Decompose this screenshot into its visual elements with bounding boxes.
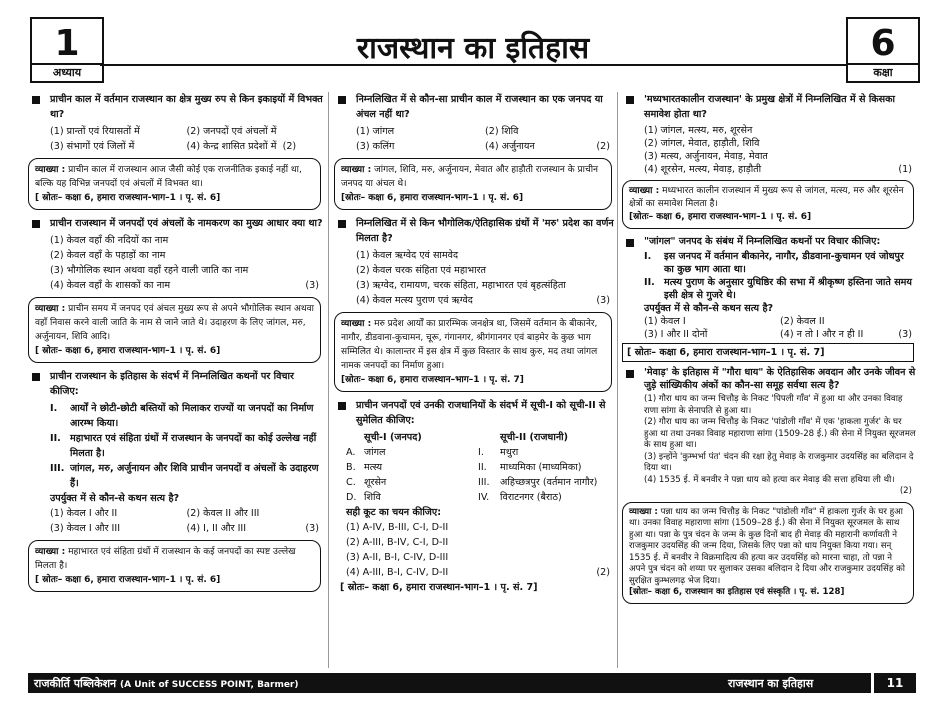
source-ref: [स्रोतः– कक्षा 6, हमारा राजस्थान-भाग–1 । पृ. सं. 6] [341,193,524,203]
column-1 [28,92,323,598]
option: (1) केवल वहाँ की नदियों का नाम [50,235,169,246]
source-ref: [ स्रोतः– कक्षा 6, हमारा राजस्थान-भाग–1 । पृ. सं. 7] [340,582,538,593]
explanation-text: पन्ना धाय का जन्म चित्तौड़ के निकट "पांडोली गाँव" में हाकला गुर्जर के घर हुआ था। उनका विवाह महाराणा सांगा (1509–28 ई.) की सेना में नियुक्त सूरजमल के साथ हुआ था। पन्ना के पुत्र चंदन के जन्म के कुछ दिनों बाद ही मेवाड़ की महारानी कर्णावती ने राजकुमार उदयसिंह की जन्म दिया, जिसके लिए पन्ना को धाय नियुक्त किया गया। सन् 1535 ई. में बनवीर ने विक्रमादित्य की हत्या कर उदयसिंह को मारना चाहा, तो पन्ना ने अपने पुत्र चंदन को शय्या पर सुलाकर उसका बलिदान दे दिया और राजकुमार उदयसिंह को सुरक्षित कुम्भलगढ़ भेज दिया। [629,506,905,586]
option: (4) शूरसेन, मत्स्य, मेवाड़, हाड़ौती [644,164,762,175]
option: (4) 1535 ई. में बनवीर ने पन्ना धाय को हत्या कर मेवाड़ की सत्ता हथिया ली थी। [644,474,895,485]
option: (4) केवल मत्स्य पुराण एवं ऋग्वेद [356,295,473,306]
bullet-icon [626,96,634,104]
explanation-box [28,297,321,363]
statement: II. महाभारत एवं संहिता ग्रंथों में राजस्थान के जनपदों का कोई उल्लेख नहीं मिलता है। [50,433,317,459]
option-row [50,278,323,293]
option: (4) I, II और III [186,523,247,534]
question-7 [622,92,916,122]
option: (2) केवल II [780,316,825,327]
option: (2) केवल चरक संहिता एवं महाभारत [356,265,487,276]
explanation-text: जांगल, शिवि, मरु, अर्जुनायन, मेवात और हाड़ौती राजस्थान के प्राचीन जनपद या अंचल थे। [341,165,599,189]
source-ref: [ स्रोतः– कक्षा 6, हमारा राजस्थान-भाग–1 । पृ. सं. 7] [622,343,914,362]
match-right: अहिच्छत्रपुर (वर्तमान नागौर) [500,477,598,488]
option: (2) जांगल, मेवात, हाड़ौती, शिवि [644,138,760,149]
options [28,506,323,536]
match-key: IV. [478,492,490,503]
question-text: प्राचीन जनपदों एवं उनकी राजधानियों के संदर्भ में सूची-I को सूची-II से सुमेलित कीजिए: [356,400,606,426]
option: (3) ऋग्वेद, रामायण, चरक संहिता, महाभारत एवं बृहत्संहिता [356,280,566,291]
option: (3) केवल I और III [50,523,121,534]
question-ask: उपर्युक्त में से कौन-से कथन सत्य है? [50,493,180,504]
question-text: प्राचीन काल में वर्तमान राजस्थान का क्षेत्र मुख्य रुप से किन इकाइयों में विभक्त था? [50,94,323,120]
option-with-answer [187,139,324,154]
source-ref: [स्रोतः– कक्षा 6, हमारा राजस्थान-भाग–1 । पृ. सं. 6] [629,212,812,222]
match-left: शिवि [364,492,381,503]
list-2-header: सूची-II (राजधानी) [500,432,569,443]
option: (1) केवल I [644,316,686,327]
source-ref: [स्रोतः– कक्षा 6, हमारा राजस्थान–भाग–1 । पृ. सं. 7] [341,375,524,385]
question-text: निम्नलिखित में से किन भौगोलिक/ऐतिहासिक ग्रंथों में 'मरु' प्रदेश का वर्णन मिलता है? [356,218,614,244]
options [334,520,614,580]
bullet-icon [32,373,40,381]
list-1-header: सूची-I (जनपद) [364,432,422,443]
option: (3) भौगोलिक स्थान अथवा वहाँ रहने वाली जाति का नाम [50,265,249,276]
explanation-key: व्याख्या : [35,547,66,557]
class-box [846,17,920,83]
question-ask: सही कूट का चयन कीजिए: [346,507,442,518]
statement: III. जांगल, मरु, अर्जुनायन और शिवि प्राचीन जनपदों व अंचलों के उदाहरण हैं। [50,463,319,489]
match-right: मथुरा [500,447,519,458]
question-8 [622,235,916,248]
column-3 [622,92,916,610]
publisher-note: (A Unit of SUCCESS POINT, Barmer) [120,680,299,690]
question-text: "जांगल" जनपद के संबंध में निम्नलिखित कथनों पर विचार कीजिए: [644,236,881,247]
match-key: D. [346,492,357,503]
question-1 [28,92,323,122]
page-number: 11 [871,673,916,693]
option: (2) A-III, B-IV, C-I, D-II [346,537,449,548]
footer-bar [28,673,916,693]
explanation-key: व्याख्या : [629,186,660,196]
question-2 [28,216,323,231]
option-row [356,293,614,308]
explanation-key: व्याख्या : [629,506,658,517]
match-key: I. [478,447,484,458]
answer: (1) [898,164,912,175]
option-row [187,521,324,536]
option: (2) जनपदों एवं अंचलों में [186,126,277,137]
options [28,233,323,293]
column-divider [328,92,329,668]
statement: I. इस जनपद में वर्तमान बीकानेर, नागौर, डीडवाना-कुचामन एवं जोधपुर का कुछ भाग आता था। [644,251,904,275]
match-key: II. [478,462,487,473]
answer: (3) [596,295,610,306]
explanation-key: व्याख्या : [35,304,66,314]
answer: (3) [898,329,912,340]
explanation-key: व्याख्या : [341,319,372,329]
source-ref: [स्रोतः– कक्षा 6, राजस्थान का इतिहास एवं संस्कृति । पृ. सं. 128] [629,587,845,597]
question-4 [334,92,614,122]
options [622,394,916,498]
question-5 [334,216,614,246]
match-table [334,430,614,505]
answer: (2) [596,141,610,152]
class-number: 6 [870,23,896,64]
question-6 [334,398,614,428]
options [334,124,614,154]
explanation-box [334,158,612,210]
class-label: कक्षा [848,63,918,81]
column-divider [617,92,618,668]
option: (3) मत्स्य, अर्जुनायन, मेवाड़, मेवात [644,151,768,162]
option-row [346,565,614,580]
column-2 [334,92,614,595]
option: (1) केवल I और II [50,508,118,519]
explanation-text: प्राचीन समय में जनपद एवं अंचल मुख्य रूप से अपने भौगोलिक स्थान अथवा वहाँ निवास करने वाली जाति के नाम से जाने जाते थे। उदाहरण के लिए जांगल, मरु, अर्जुनायन, शिवि आदि। [35,304,314,342]
bullet-icon [626,370,634,378]
answer: (2) [596,567,610,578]
chapter-label: अध्याय [32,63,102,81]
options [334,248,614,308]
option-row [485,139,614,154]
option: (2) केवल II और III [186,508,260,519]
explanation-box [28,158,321,210]
match-right: विराटनगर (बैराठ) [500,492,562,503]
publisher-name: राजकीर्ति पब्लिकेशन [34,677,117,690]
bullet-icon [32,220,40,228]
option-row [644,163,916,176]
page-title: राजस्थान का इतिहास [356,31,590,66]
match-left: शूरसेन [364,477,387,488]
source-ref: [ स्रोतः– कक्षा 6, हमारा राजस्थान-भाग–1 । पृ. सं. 6] [35,193,221,203]
question-9 [622,366,916,392]
question-text: प्राचीन राजस्थान में जनपदों एवं अंचलों के नामकरण का मुख्य आधार क्या था? [50,218,323,229]
option: (1) प्रान्तों एवं रियासतों में [50,126,140,137]
chapter-number: 1 [54,23,80,64]
option: (4) न तो I और न ही II [780,329,864,340]
options [28,124,323,154]
option: (4) केवल वहाँ के शासकों का नाम [50,280,171,291]
match-key: A. [346,447,356,458]
bullet-icon [626,239,634,247]
option: (3) कलिंग [356,141,395,152]
footer-title: राजस्थान का इतिहास [728,677,814,690]
question-text: प्राचीन राजस्थान के इतिहास के संदर्भ में निम्नलिखित कथनों पर विचार कीजिए: [50,371,294,397]
question-text: 'मध्यभारतकालीन राजस्थान' के प्रमुख क्षेत्रों में निम्नलिखित में से किसका समावेश होता था? [644,94,896,120]
bullet-icon [338,96,346,104]
explanation-key: व्याख्या : [341,165,372,175]
option: (2) केवल वहाँ के पहाड़ों का नाम [50,250,166,261]
explanation-text: मरु प्रदेश आर्यों का प्रारम्भिक जनक्षेत्र था, जिसमें वर्तमान के बीकानेर, नागौर, डीडवाना-कुचामन, चूरू, गंगानगर, श्रीगंगानगर एवं बाड़मेर के कुछ भाग सम्मिलित थे। कालान्तर में इस क्षेत्र में कुछ विस्तार के साथ कुरु, मद तथा जांगल नामक जनपदों का निर्माण हुआ। [341,319,598,371]
explanation-box [334,312,612,392]
explanation-box [622,180,914,229]
question-3 [28,369,323,399]
match-left: जांगल [364,447,386,458]
explanation-box [622,502,914,604]
match-key: III. [478,477,490,488]
statement: I. आर्यों ने छोटी-छोटी बस्तियों को मिलाकर राज्यों या जनपदों का निर्माण आरम्भ किया। [50,403,314,429]
explanation-text: महाभारत एवं संहिता ग्रंथों में राजस्थान के कई जनपदों का स्पष्ट उल्लेख मिलता है। [35,547,296,571]
options [622,315,916,341]
question-text: 'मेवाड़' के इतिहास में "गौरा धाय" के ऐतिहासिक अवदान और उनके जीवन से जुड़े सांख्यिकीय अंकों का कौन-सा समूह सर्वथा सत्य है? [644,367,916,391]
publisher [34,676,298,691]
match-key: C. [346,477,356,488]
option: (3) A-II, B-I, C-IV, D-III [346,552,449,563]
match-key: B. [346,462,356,473]
option: (3) इन्होंने 'कुम्भर्भा पंत' चंदन की रक्षा हेतु मेवाड़ के राजकुमार उदयसिंह का बलिदान दे दिया था। [644,451,914,473]
title-underline [100,64,916,66]
options [622,124,916,176]
option: (1) जांगल [356,126,395,137]
match-right: माध्यमिका (माध्यमिका) [500,462,582,473]
explanation-text: मध्यभारत कालीन राजस्थान में मुख्य रूप से जांगल, मत्स्य, मरु और शूरसेन क्षेत्रों का समावेश मिलता है। [629,186,904,209]
option: (1) जांगल, मत्स्य, मरु, शूरसेन [644,125,753,136]
statement: II. मत्स्य पुराण के अनुसार युधिष्ठिर की सभा में श्रीकृष्ण हस्तिना जाते समय इसी क्षेत्र से गुजरे थे। [644,277,912,301]
option: (2) शिवि [485,126,519,137]
bullet-icon [32,96,40,104]
bullet-icon [338,402,346,410]
match-left: मत्स्य [364,462,383,473]
bullet-icon [338,220,346,228]
option: (4) केन्द्र शासित प्रदेशों में [186,141,277,152]
source-ref: [ स्रोतः– कक्षा 6, हमारा राजस्थान-भाग–1 । पृ. सं. 6] [35,346,221,356]
answer: (3) [305,523,319,534]
source-ref: [ स्रोतः– कक्षा 6, हमारा राजस्थान-भाग–1 । पृ. सं. 6] [35,575,221,585]
option: (3) I और II दोनों [644,329,708,340]
answer: (3) [305,280,319,291]
option: (1) A-IV, B-III, C-I, D-II [346,522,449,533]
option: (1) गौरा धाय का जन्म चित्तौड़ के निकट 'पिपली गाँव' में हुआ था और उनका विवाह राणा सांगा के सेनापति से हुआ था। [644,394,903,416]
option: (4) A-III, B-I, C-IV, D-II [346,567,449,578]
answer: (2) [282,141,297,152]
option: (2) गौरा धाय का जन्म चित्तौड़ के निकट 'पांडोली गाँव' में एक 'हाकला गुर्जर' के घर हुआ था तथा उनका विवाह महाराणा सांगा (1509-28 ई.) की सेना में नियुक्त सूरजमल के साथ हुआ था। [644,417,916,450]
chapter-box [30,17,104,83]
answer: (2) [899,486,912,496]
question-text: निम्नलिखित में से कौन-सा प्राचीन काल में राजस्थान का एक जनपद या अंचल नहीं था? [356,94,603,120]
option: (3) संभागों एवं जिलों में [50,141,135,152]
option-row [780,328,916,341]
option: (4) अर्जुनायन [485,141,535,152]
explanation-text: प्राचीन काल में राजस्थान आज जैसी कोई एक राजनीतिक इकाई नहीं था, बल्कि यह विभिन्न जनपदों एवं अंचलों में विभक्त था। [35,165,302,189]
explanation-key: व्याख्या : [35,165,66,175]
option: (1) केवल ऋग्वेद एवं सामवेद [356,250,459,261]
question-ask: उपर्युक्त में से कौन-से कथन सत्य है? [644,303,774,314]
explanation-box [28,540,321,592]
